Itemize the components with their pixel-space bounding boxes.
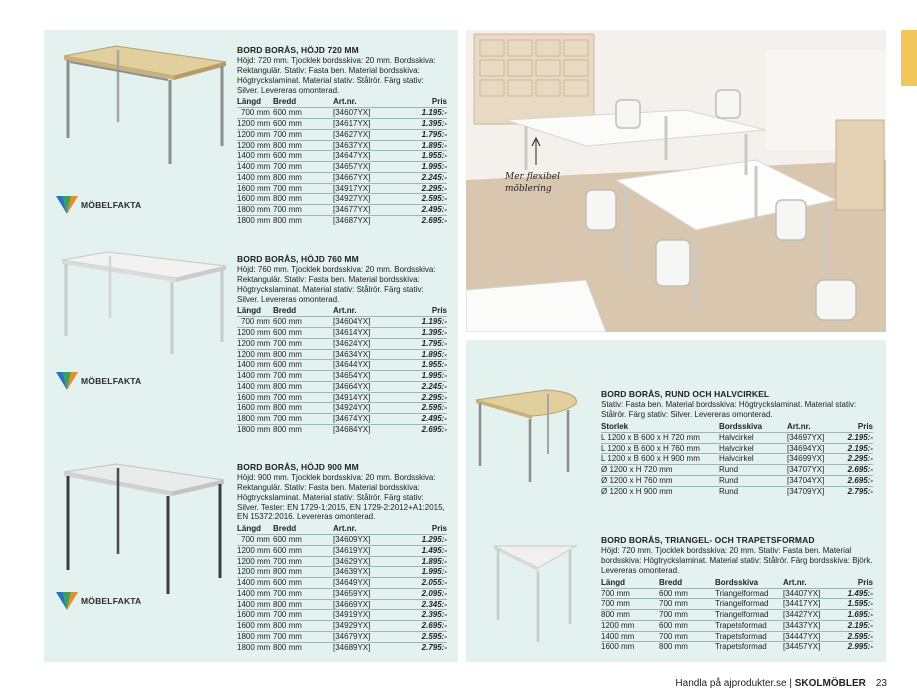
product-title: BORD BORÅS, HÖJD 760 MM — [237, 254, 359, 264]
table-row — [601, 432, 873, 443]
logo-label: MÖBELFAKTA — [81, 200, 142, 210]
price-cell: 1.395:- — [393, 328, 447, 339]
column-header: Bordsskiva — [715, 577, 759, 587]
price-cell: 1.895:- — [393, 140, 447, 151]
product-description: Höjd: 760 mm. Tjocklek bordsskiva: 20 mm. Bordsskiva: Rektangulär. Stativ: Fasta ben. Material bordsskiva: Högtryckslaminat. Material stativ: Stålrör. Färg stativ: Silver. Levereras omonterad. — [237, 265, 436, 304]
table-cell: 700 mm — [237, 535, 273, 546]
table-row — [237, 317, 447, 328]
table-cell: [34704YX] — [787, 475, 839, 486]
price-cell: 2.295:- — [839, 454, 873, 465]
table-row — [237, 151, 447, 162]
table-cell: [34914YX] — [333, 392, 393, 403]
price-cell: 1.195:- — [393, 108, 447, 119]
table-cell: L 1200 x B 600 x H 720 mm — [601, 432, 719, 443]
table-row — [237, 556, 447, 567]
table-cell: [34687YX] — [333, 215, 393, 226]
table-row — [237, 371, 447, 382]
table-cell: [34644YX] — [333, 360, 393, 371]
photo-annotation — [505, 172, 560, 195]
price-cell: 2.595:- — [393, 631, 447, 642]
table-row — [237, 403, 447, 414]
table-row — [237, 642, 447, 653]
table-cell: 1600 mm — [237, 610, 273, 621]
table-cell: 1600 mm — [601, 642, 659, 653]
column-header: Pris — [431, 97, 447, 107]
table-cell: 1200 mm — [237, 349, 273, 360]
price-cell: 2.195:- — [839, 432, 873, 443]
column-header: Bredd — [273, 97, 297, 107]
price-cell: 2.295:- — [393, 183, 447, 194]
table-cell: [34679YX] — [333, 631, 393, 642]
table-cell: [34637YX] — [333, 140, 393, 151]
price-cell: 1.995:- — [393, 567, 447, 578]
table-cell: [34699YX] — [787, 454, 839, 465]
table-cell: 700 mm — [601, 599, 659, 610]
table-cell: [34617YX] — [333, 119, 393, 130]
table-cell: 1400 mm — [237, 371, 273, 382]
price-cell: 2.995:- — [837, 642, 873, 653]
table-row — [237, 545, 447, 556]
price-cell: 1.955:- — [393, 360, 447, 371]
footer-section: SKOLMÖBLER — [794, 678, 866, 689]
table-cell: 700 mm — [273, 338, 333, 349]
price-cell: 1.995:- — [393, 371, 447, 382]
table-cell: [34929YX] — [333, 621, 393, 632]
product-description: Höjd: 900 mm. Tjocklek bordsskiva: 20 mm. Bordsskiva: Rektangulär. Stativ: Fasta ben. Material bordsskiva: Högtryckslaminat. Material stativ: Stålrör. Färg stativ: Silver. Tester: EN 1729-1:2015, EN 1729-2:2012+A1:2015, EN 15372:2016. Levereras omonterad. — [237, 473, 445, 522]
page-footer: Handla på ajprodukter.se | SKOLMÖBLER 23 — [675, 678, 887, 689]
table-cell: 800 mm — [273, 381, 333, 392]
table-cell: Triangelformad — [715, 588, 783, 599]
table-cell: Rund — [719, 465, 787, 476]
price-cell: 2.395:- — [393, 610, 447, 621]
table-row — [237, 535, 447, 546]
table-cell: [34427YX] — [783, 610, 837, 621]
table-image-720 — [58, 42, 228, 170]
table-cell: Ø 1200 x H 720 mm — [601, 465, 719, 476]
price-cell: 2.345:- — [393, 599, 447, 610]
column-header: Pris — [857, 577, 873, 587]
column-header: Art.nr. — [787, 421, 811, 431]
table-cell: [34649YX] — [333, 578, 393, 589]
table-cell: [34457YX] — [783, 642, 837, 653]
table-cell: 800 mm — [273, 599, 333, 610]
table-cell: [34927YX] — [333, 194, 393, 205]
table-cell: 600 mm — [273, 578, 333, 589]
table-row — [237, 162, 447, 173]
table-cell: 1600 mm — [237, 194, 273, 205]
table-cell: 1600 mm — [237, 392, 273, 403]
table-cell: [34667YX] — [333, 172, 393, 183]
table-cell: [34619YX] — [333, 545, 393, 556]
table-cell: 1800 mm — [237, 205, 273, 216]
price-cell: 2.695:- — [393, 621, 447, 632]
column-header: Bredd — [273, 306, 297, 316]
column-header: Längd — [237, 306, 261, 316]
table-cell: [34707YX] — [787, 465, 839, 476]
table-cell: L 1200 x B 600 x H 900 mm — [601, 454, 719, 465]
table-row — [237, 183, 447, 194]
footer-site: Handla på ajprodukter.se — [675, 678, 787, 689]
product-title: BORD BORÅS, TRIANGEL- OCH TRAPETSFORMAD — [601, 535, 815, 545]
column-header: Art.nr. — [333, 306, 357, 316]
table-cell: [34654YX] — [333, 371, 393, 382]
product-description: Höjd: 720 mm. Tjocklek bordsskiva: 20 mm. Stativ: Fasta ben. Material bordsskiva: Högtryckslaminat. Material stativ: Stålrör. Färg bordsskiva: Björk. Levereras omonterad. — [601, 546, 873, 575]
table-cell: [34417YX] — [783, 599, 837, 610]
table-cell: 600 mm — [273, 328, 333, 339]
table-cell: [34624YX] — [333, 338, 393, 349]
price-cell: 2.245:- — [393, 172, 447, 183]
table-cell: [34657YX] — [333, 162, 393, 173]
table-cell: 600 mm — [659, 588, 715, 599]
table-cell: [34697YX] — [787, 432, 839, 443]
table-row — [237, 140, 447, 151]
table-cell: 700 mm — [237, 317, 273, 328]
column-header: Pris — [857, 421, 873, 431]
table-cell: [34917YX] — [333, 183, 393, 194]
table-cell: 800 mm — [273, 215, 333, 226]
table-cell: 1200 mm — [237, 119, 273, 130]
mobelfakta-mark-icon — [56, 196, 78, 214]
table-cell: [34647YX] — [333, 151, 393, 162]
annotation-line-2: möblering — [505, 183, 552, 194]
table-cell: 800 mm — [273, 172, 333, 183]
column-header: Art.nr. — [783, 577, 807, 587]
table-cell: [34664YX] — [333, 381, 393, 392]
table-cell: Rund — [719, 486, 787, 497]
table-row — [601, 465, 873, 476]
table-cell: 700 mm — [659, 599, 715, 610]
table-cell: 700 mm — [273, 205, 333, 216]
price-cell: 1.895:- — [393, 349, 447, 360]
logo-label: MÖBELFAKTA — [81, 376, 142, 386]
column-header: Pris — [431, 524, 447, 534]
table-cell: 1200 mm — [237, 328, 273, 339]
table-cell: 800 mm — [273, 567, 333, 578]
table-cell: 700 mm — [237, 108, 273, 119]
table-cell: 600 mm — [273, 545, 333, 556]
price-table — [601, 578, 873, 653]
column-header: Storlek — [601, 421, 629, 431]
table-cell: 700 mm — [273, 610, 333, 621]
table-cell: 800 mm — [601, 610, 659, 621]
table-cell: [34674YX] — [333, 414, 393, 425]
product-block-720 — [237, 45, 447, 226]
table-cell: [34614YX] — [333, 328, 393, 339]
table-cell: 1200 mm — [237, 545, 273, 556]
table-cell: 800 mm — [273, 642, 333, 653]
table-cell: 1200 mm — [237, 140, 273, 151]
table-row — [237, 588, 447, 599]
price-cell: 2.695:- — [393, 215, 447, 226]
table-cell: 700 mm — [273, 162, 333, 173]
table-cell: 1200 mm — [237, 556, 273, 567]
mobelfakta-logo — [56, 372, 141, 390]
price-table-header — [237, 524, 447, 535]
table-row — [237, 392, 447, 403]
price-table — [237, 97, 447, 226]
table-cell: 1600 mm — [237, 183, 273, 194]
table-cell: 600 mm — [273, 151, 333, 162]
price-cell: 2.595:- — [393, 403, 447, 414]
table-row — [601, 475, 873, 486]
page-number: 23 — [875, 678, 887, 689]
product-block-760 — [237, 254, 447, 435]
table-cell: 1800 mm — [237, 414, 273, 425]
table-row — [237, 621, 447, 632]
column-header: Art.nr. — [333, 524, 357, 534]
table-cell: 800 mm — [273, 194, 333, 205]
price-cell: 2.595:- — [837, 631, 873, 642]
table-row — [237, 360, 447, 371]
table-cell: 1400 mm — [237, 588, 273, 599]
mobelfakta-logo — [56, 592, 141, 610]
price-cell: 2.495:- — [393, 414, 447, 425]
table-cell: 800 mm — [273, 403, 333, 414]
table-cell: 600 mm — [273, 108, 333, 119]
table-cell: [34607YX] — [333, 108, 393, 119]
table-cell: 700 mm — [273, 371, 333, 382]
table-row — [601, 610, 873, 621]
table-cell: 700 mm — [273, 129, 333, 140]
price-cell: 2.595:- — [393, 194, 447, 205]
price-cell: 1.995:- — [393, 162, 447, 173]
table-cell: 1400 mm — [237, 360, 273, 371]
table-row — [601, 599, 873, 610]
table-cell: 700 mm — [659, 631, 715, 642]
table-cell: Trapetsformad — [715, 631, 783, 642]
price-cell: 1.295:- — [393, 535, 447, 546]
price-cell: 2.195:- — [839, 443, 873, 454]
table-cell: [34407YX] — [783, 588, 837, 599]
price-cell: 1.895:- — [393, 556, 447, 567]
table-cell: 800 mm — [273, 621, 333, 632]
table-cell: 1200 mm — [237, 338, 273, 349]
table-row — [237, 215, 447, 226]
logo-label: MÖBELFAKTA — [81, 596, 142, 606]
table-cell: 1600 mm — [237, 403, 273, 414]
price-cell: 1.595:- — [837, 599, 873, 610]
price-cell: 1.795:- — [393, 338, 447, 349]
table-cell: 1600 mm — [237, 621, 273, 632]
annotation-line-1: Mer flexibel — [505, 172, 560, 182]
table-cell: [34919YX] — [333, 610, 393, 621]
table-cell: 700 mm — [659, 610, 715, 621]
mobelfakta-mark-icon — [56, 372, 78, 390]
table-cell: [34634YX] — [333, 349, 393, 360]
table-cell: [34629YX] — [333, 556, 393, 567]
table-row — [601, 443, 873, 454]
table-row — [237, 172, 447, 183]
table-cell: Triangelformad — [715, 599, 783, 610]
price-cell: 2.245:- — [393, 381, 447, 392]
price-cell: 1.495:- — [837, 588, 873, 599]
table-cell: Ø 1200 x H 900 mm — [601, 486, 719, 497]
column-header: Längd — [237, 97, 261, 107]
table-row — [237, 108, 447, 119]
table-cell: 1200 mm — [601, 620, 659, 631]
table-row — [601, 631, 873, 642]
table-row — [237, 578, 447, 589]
table-cell: 1800 mm — [237, 215, 273, 226]
table-cell: Trapetsformad — [715, 642, 783, 653]
price-cell: 2.495:- — [393, 205, 447, 216]
product-block-triangle — [601, 535, 873, 652]
table-cell: 700 mm — [273, 392, 333, 403]
price-cell: 2.055:- — [393, 578, 447, 589]
table-cell: 1400 mm — [237, 578, 273, 589]
price-table-header — [601, 422, 873, 433]
column-header: Bredd — [659, 577, 683, 587]
column-header: Art.nr. — [333, 97, 357, 107]
product-description: Stativ: Fasta ben. Material bordsskiva: Högtryckslaminat. Material stativ: Stålrör. Färg stativ: Silver. Levereras omonterad. — [601, 400, 857, 420]
table-cell: 800 mm — [659, 642, 715, 653]
price-table — [601, 422, 873, 497]
table-cell: 700 mm — [601, 588, 659, 599]
table-cell: [34609YX] — [333, 535, 393, 546]
table-cell: 1400 mm — [601, 631, 659, 642]
table-cell: Halvcirkel — [719, 443, 787, 454]
table-row — [237, 349, 447, 360]
table-cell: 1800 mm — [237, 631, 273, 642]
price-table-header — [237, 97, 447, 108]
table-cell: 800 mm — [273, 349, 333, 360]
price-cell: 2.695:- — [839, 465, 873, 476]
table-row — [237, 381, 447, 392]
table-row — [237, 631, 447, 642]
column-header: Pris — [431, 306, 447, 316]
table-cell: [34924YX] — [333, 403, 393, 414]
price-cell: 2.795:- — [393, 642, 447, 653]
table-cell: 1400 mm — [237, 381, 273, 392]
table-cell: [34669YX] — [333, 599, 393, 610]
price-table-header — [601, 578, 873, 589]
table-image-900 — [58, 458, 228, 598]
table-cell: [34689YX] — [333, 642, 393, 653]
table-cell: 700 mm — [273, 414, 333, 425]
table-cell: 1400 mm — [237, 172, 273, 183]
price-cell: 2.695:- — [839, 475, 873, 486]
table-cell: [34604YX] — [333, 317, 393, 328]
table-cell: Rund — [719, 475, 787, 486]
product-title: BORD BORÅS, HÖJD 720 MM — [237, 45, 359, 55]
table-cell: [34694YX] — [787, 443, 839, 454]
price-cell: 1.795:- — [393, 129, 447, 140]
table-cell: [34627YX] — [333, 129, 393, 140]
table-row — [237, 610, 447, 621]
mobelfakta-mark-icon — [56, 592, 78, 610]
table-row — [237, 338, 447, 349]
table-cell: Trapetsformad — [715, 620, 783, 631]
table-cell: [34677YX] — [333, 205, 393, 216]
product-description: Höjd: 720 mm. Tjocklek bordsskiva: 20 mm. Bordsskiva: Rektangulär. Stativ: Fasta ben. Material bordsskiva: Högtryckslaminat. Material stativ: Stålrör. Färg stativ: Silver. Levereras omonterad. — [237, 56, 436, 95]
table-image-halfcircle — [472, 386, 582, 486]
table-row — [601, 642, 873, 653]
table-cell: [34709YX] — [787, 486, 839, 497]
table-cell: Triangelformad — [715, 610, 783, 621]
table-cell: 1800 mm — [237, 642, 273, 653]
section-tab — [901, 30, 917, 86]
table-cell: 1800 mm — [237, 424, 273, 435]
table-cell: 1200 mm — [237, 129, 273, 140]
table-row — [237, 194, 447, 205]
table-row — [601, 486, 873, 497]
table-cell: 600 mm — [273, 119, 333, 130]
table-row — [237, 119, 447, 130]
table-image-760 — [58, 250, 228, 358]
mobelfakta-logo — [56, 196, 141, 214]
product-title: BORD BORÅS, RUND OCH HALVCIRKEL — [601, 389, 770, 399]
table-cell: L 1200 x B 600 x H 760 mm — [601, 443, 719, 454]
table-cell: 600 mm — [273, 317, 333, 328]
table-row — [601, 620, 873, 631]
table-row — [237, 205, 447, 216]
table-cell: 700 mm — [273, 556, 333, 567]
product-block-900 — [237, 462, 447, 653]
table-cell: 700 mm — [273, 183, 333, 194]
table-cell: 800 mm — [273, 140, 333, 151]
price-cell: 1.195:- — [393, 317, 447, 328]
price-cell: 1.395:- — [393, 119, 447, 130]
price-table — [237, 524, 447, 653]
table-cell: [34659YX] — [333, 588, 393, 599]
table-cell: 1400 mm — [237, 599, 273, 610]
table-cell: [34447YX] — [783, 631, 837, 642]
table-row — [601, 454, 873, 465]
price-cell: 2.795:- — [839, 486, 873, 497]
table-image-triangle — [490, 538, 580, 648]
table-cell: 700 mm — [273, 588, 333, 599]
column-header: Bredd — [273, 524, 297, 534]
table-cell: Halvcirkel — [719, 454, 787, 465]
table-row — [601, 588, 873, 599]
table-cell: 1200 mm — [237, 567, 273, 578]
price-cell: 2.195:- — [837, 620, 873, 631]
price-cell: 2.695:- — [393, 424, 447, 435]
table-cell: 600 mm — [273, 360, 333, 371]
price-cell: 1.695:- — [837, 610, 873, 621]
table-cell: 600 mm — [273, 535, 333, 546]
table-cell: [34639YX] — [333, 567, 393, 578]
table-cell: [34437YX] — [783, 620, 837, 631]
table-cell: 700 mm — [273, 631, 333, 642]
product-title: BORD BORÅS, HÖJD 900 MM — [237, 462, 359, 472]
table-cell: 1400 mm — [237, 162, 273, 173]
price-table — [237, 306, 447, 435]
column-header: Längd — [237, 524, 261, 534]
product-block-round — [601, 389, 873, 497]
column-header: Bordsskiva — [719, 421, 763, 431]
table-row — [237, 424, 447, 435]
table-cell: 800 mm — [273, 424, 333, 435]
table-row — [237, 599, 447, 610]
table-cell: 1400 mm — [237, 151, 273, 162]
price-table-header — [237, 306, 447, 317]
column-header: Längd — [601, 577, 625, 587]
table-row — [237, 129, 447, 140]
table-cell: 600 mm — [659, 620, 715, 631]
price-cell: 2.095:- — [393, 588, 447, 599]
price-cell: 1.495:- — [393, 545, 447, 556]
table-cell: [34684YX] — [333, 424, 393, 435]
table-row — [237, 567, 447, 578]
table-cell: Ø 1200 x H 760 mm — [601, 475, 719, 486]
table-row — [237, 414, 447, 425]
table-row — [237, 328, 447, 339]
table-cell: Halvcirkel — [719, 432, 787, 443]
price-cell: 1.955:- — [393, 151, 447, 162]
price-cell: 2.295:- — [393, 392, 447, 403]
